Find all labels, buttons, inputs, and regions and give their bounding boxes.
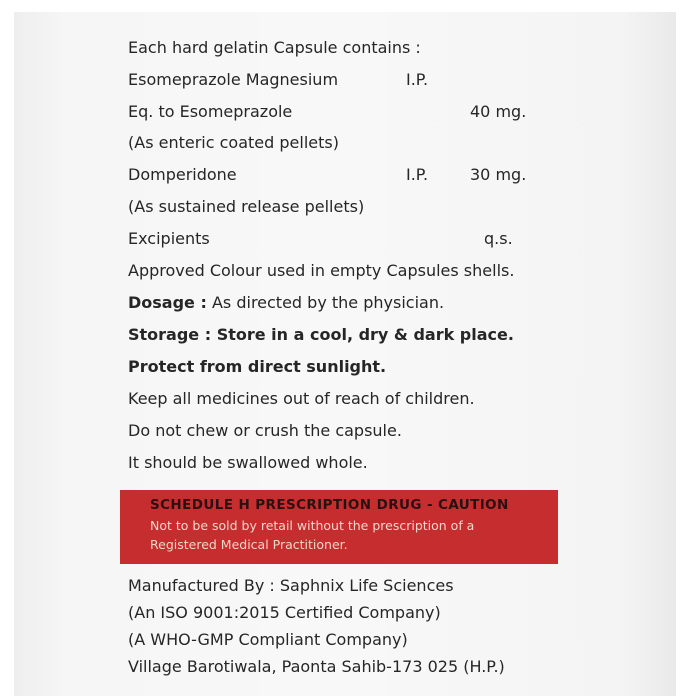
ingredient2-amount: 30 mg. (470, 165, 527, 184)
storage-line: Storage : Store in a cool, dry & dark place. (128, 325, 514, 344)
no-chew-line: Do not chew or crush the capsule. (128, 421, 402, 440)
ingredient1-name: Esomeprazole Magnesium (128, 70, 339, 89)
ingredient1-standard: I.P. (406, 70, 429, 89)
manufacturer-line3: (A WHO-GMP Compliant Company) (128, 630, 408, 649)
excipients-amount: q.s. (484, 229, 513, 248)
dosage-label: Dosage : (128, 293, 207, 312)
swallow-line: It should be swallowed whole. (128, 453, 368, 472)
schedule-h-warning-box (120, 490, 558, 564)
protect-line: Protect from direct sunlight. (128, 357, 387, 376)
dosage-line (128, 293, 444, 313)
colour-note: Approved Colour used in empty Capsules shells. (128, 261, 515, 280)
warning-line2: Registered Medical Practitioner. (150, 537, 348, 552)
ingredient2-standard: I.P. (406, 165, 429, 184)
excipients-label: Excipients (128, 229, 210, 248)
ingredient2-name: Domperidone (128, 165, 237, 184)
keep-away-line: Keep all medicines out of reach of children. (128, 389, 475, 408)
ingredient1-form: (As enteric coated pellets) (128, 133, 339, 152)
ingredient2-form: (As sustained release pellets) (128, 197, 365, 216)
composition-heading: Each hard gelatin Capsule contains : (128, 38, 421, 57)
ingredient1-equivalent: Eq. to Esomeprazole (128, 102, 293, 121)
warning-title: SCHEDULE H PRESCRIPTION DRUG - CAUTION (150, 497, 509, 513)
ingredient1-amount: 40 mg. (470, 102, 527, 121)
manufacturer-line1: Manufactured By : Saphnix Life Sciences (128, 576, 454, 595)
warning-line1: Not to be sold by retail without the prescription of a (150, 518, 475, 533)
dosage-text: As directed by the physician. (211, 293, 445, 312)
manufacturer-line2: (An ISO 9001:2015 Certified Company) (128, 603, 441, 622)
manufacturer-line4: Village Barotiwala, Paonta Sahib-173 025 (H.P.) (128, 657, 505, 676)
